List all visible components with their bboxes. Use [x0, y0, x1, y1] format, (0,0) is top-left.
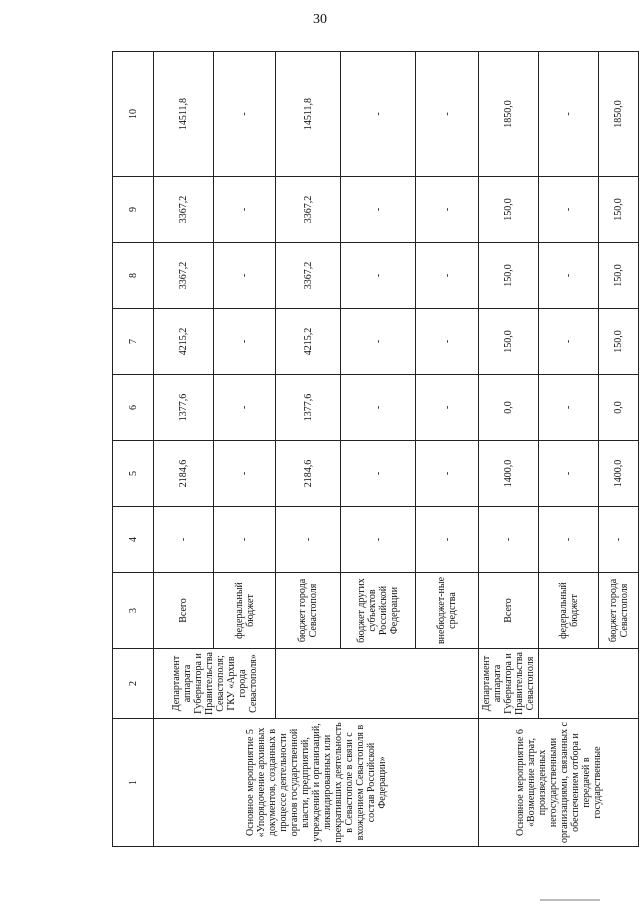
- column-header: 6: [113, 375, 154, 441]
- value-cell: -: [479, 507, 539, 573]
- column-header: 4: [113, 507, 154, 573]
- value-cell: -: [214, 243, 276, 309]
- value-cell: 1400,0: [599, 441, 639, 507]
- activity-5-executor-archive: ГКУ «Архив города Севастополя»: [225, 654, 259, 713]
- value-cell: -: [416, 507, 479, 573]
- value-cell: -: [341, 177, 416, 243]
- value-cell: 150,0: [479, 177, 539, 243]
- column-header: 5: [113, 441, 154, 507]
- value-cell: -: [416, 52, 479, 177]
- table-row: [154, 52, 214, 847]
- value-cell: -: [341, 441, 416, 507]
- value-cell: -: [276, 507, 341, 573]
- value-cell: -: [341, 243, 416, 309]
- activity-6-description: Основное мероприятие 6 «Возмещение затрат, произведенных негосударственными организациями, связанных с обеспечением отбора и передачей в государственные: [479, 719, 639, 847]
- value-cell: -: [341, 507, 416, 573]
- value-cell: 1400,0: [479, 441, 539, 507]
- value-cell: -: [214, 441, 276, 507]
- activity-5-executor-dept: Департамент аппарата Губернатора и Правительства Севастополя;: [170, 652, 226, 715]
- value-cell: -: [341, 309, 416, 375]
- value-cell: -: [341, 52, 416, 177]
- funding-source: бюджет других субъектов Российской Федерации: [341, 573, 416, 649]
- column-header: 9: [113, 177, 154, 243]
- value-cell: 3367,2: [276, 177, 341, 243]
- value-cell: 150,0: [599, 309, 639, 375]
- value-cell: 1377,6: [276, 375, 341, 441]
- activity-5-executor: [154, 649, 276, 719]
- activity-5-description: Основное мероприятие 5 «Упорядочение архивных документов, созданных в процессе деятельности органов государственной власти, предприятий, учреждений и организаций, ликвидированных или прекративших деятельность в Севастополе в связи с вхождением Севастополя в состав Российской Федерации»: [154, 719, 479, 847]
- value-cell: 14511,8: [276, 52, 341, 177]
- value-cell: -: [539, 309, 599, 375]
- scan-artifact: [540, 899, 600, 901]
- value-cell: -: [539, 177, 599, 243]
- value-cell: -: [416, 177, 479, 243]
- table-row: [479, 52, 539, 847]
- funding-source: бюджет города Севастополя: [599, 573, 639, 649]
- page-number: 30: [313, 12, 327, 27]
- column-header: 8: [113, 243, 154, 309]
- value-cell: 0,0: [479, 375, 539, 441]
- value-cell: -: [539, 441, 599, 507]
- value-cell: -: [539, 375, 599, 441]
- value-cell: 2184,6: [154, 441, 214, 507]
- value-cell: 1377,6: [154, 375, 214, 441]
- value-cell: -: [539, 52, 599, 177]
- empty-cell: [539, 649, 639, 719]
- value-cell: 4215,2: [276, 309, 341, 375]
- value-cell: -: [416, 243, 479, 309]
- value-cell: 150,0: [599, 177, 639, 243]
- value-cell: 3367,2: [154, 243, 214, 309]
- column-header: 7: [113, 309, 154, 375]
- value-cell: 150,0: [599, 243, 639, 309]
- value-cell: -: [599, 507, 639, 573]
- value-cell: 1850,0: [599, 52, 639, 177]
- rotated-table-container: [112, 52, 637, 847]
- value-cell: -: [214, 309, 276, 375]
- funding-source: бюджет города Севастополя: [276, 573, 341, 649]
- value-cell: 2184,6: [276, 441, 341, 507]
- column-header: 2: [113, 649, 154, 719]
- value-cell: -: [154, 507, 214, 573]
- value-cell: 0,0: [599, 375, 639, 441]
- value-cell: 3367,2: [276, 243, 341, 309]
- value-cell: 4215,2: [154, 309, 214, 375]
- column-header: 3: [113, 573, 154, 649]
- empty-cell: [276, 649, 479, 719]
- value-cell: -: [214, 52, 276, 177]
- value-cell: -: [341, 375, 416, 441]
- value-cell: 3367,2: [154, 177, 214, 243]
- header-row: [113, 52, 154, 847]
- value-cell: -: [539, 507, 599, 573]
- value-cell: -: [416, 375, 479, 441]
- value-cell: 14511,8: [154, 52, 214, 177]
- value-cell: -: [214, 177, 276, 243]
- budget-table: [112, 51, 639, 847]
- column-header: 10: [113, 52, 154, 177]
- funding-source: Всего: [154, 573, 214, 649]
- value-cell: -: [539, 243, 599, 309]
- funding-source: внебюджет-ные средства: [416, 573, 479, 649]
- value-cell: 150,0: [479, 309, 539, 375]
- funding-source: Всего: [479, 573, 539, 649]
- funding-source: федеральный бюджет: [214, 573, 276, 649]
- value-cell: -: [416, 309, 479, 375]
- column-header: 1: [113, 719, 154, 847]
- value-cell: -: [214, 375, 276, 441]
- rotated-table-wrapper: [112, 52, 637, 847]
- value-cell: 150,0: [479, 243, 539, 309]
- value-cell: -: [214, 507, 276, 573]
- value-cell: -: [416, 441, 479, 507]
- value-cell: 1850,0: [479, 52, 539, 177]
- funding-source: федеральный бюджет: [539, 573, 599, 649]
- activity-6-executor: Департамент аппарата Губернатора и Правительства Севастополя: [479, 649, 539, 719]
